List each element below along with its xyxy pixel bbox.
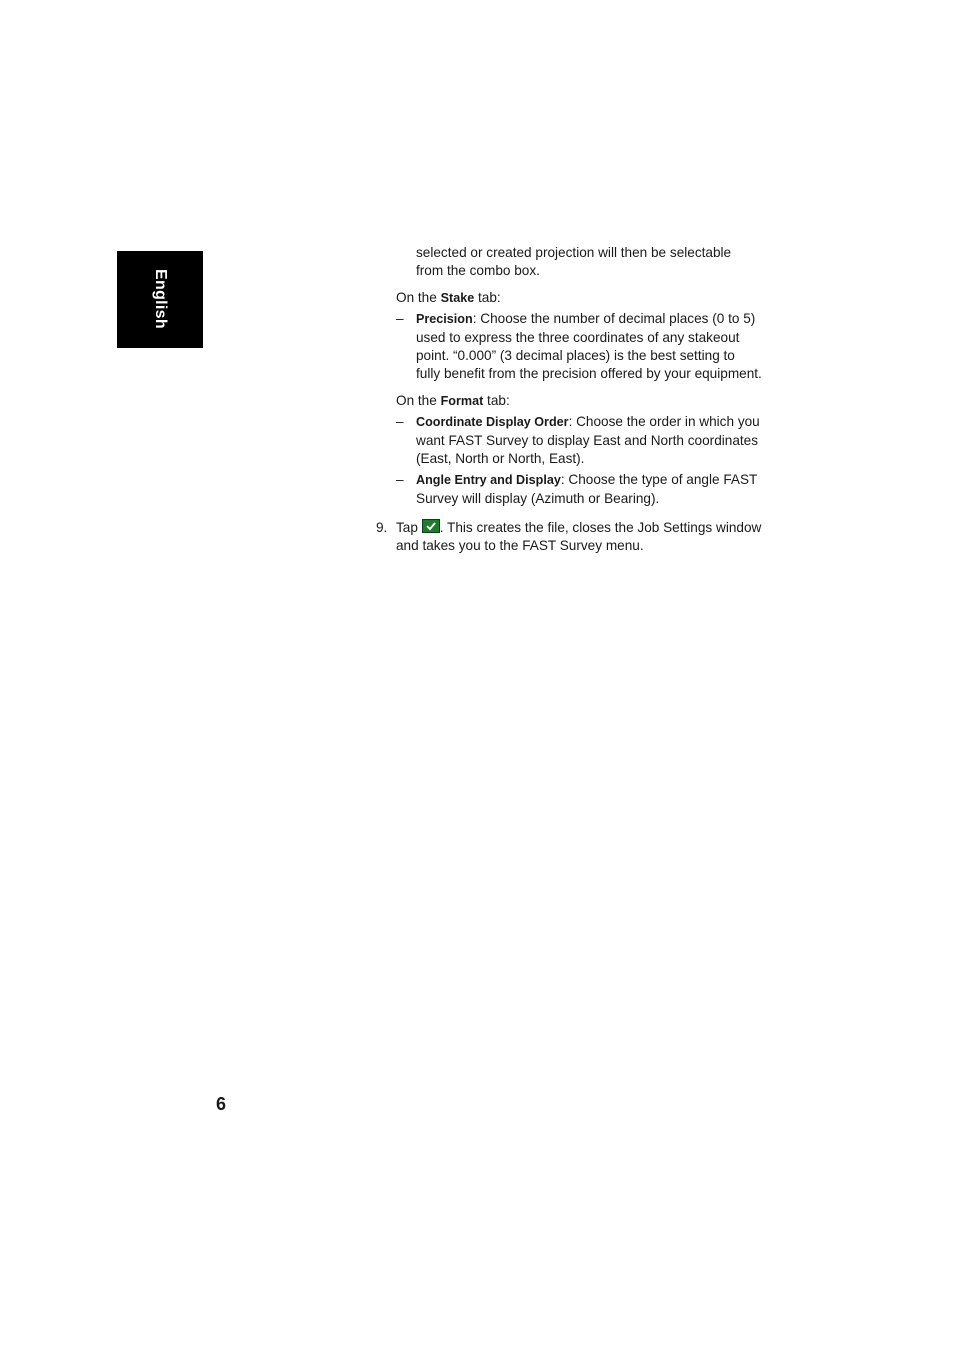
list-item-precision: – Precision: Choose the number of decimal places (0 to 5) used to express the three coordinates of any stakeout point. “0.000” (3 decimal places) is the best setting to fully benefit from the precision offered by your equipment. — [396, 311, 762, 381]
list-item-angle-entry: – Angle Entry and Display: Choose the type of angle FAST Survey will display (Azimuth or Bearing). — [396, 471, 758, 506]
ok-check-icon — [422, 519, 440, 533]
step-9: 9. Tap . This creates the file, closes the Job Settings window and takes you to the FAST Survey menu. — [376, 520, 762, 554]
step-number: 9. — [376, 520, 388, 536]
main-content — [372, 244, 762, 555]
term-coordinate-display-order: Coordinate Display Order — [416, 415, 569, 430]
page-number: 6 — [216, 1094, 227, 1114]
term-angle-entry-and-display: Angle Entry and Display — [416, 472, 561, 487]
stake-tab-name: Stake — [440, 290, 475, 305]
dash-bullet: – — [396, 414, 404, 430]
language-tab — [117, 251, 203, 348]
list-item-coordinate-display-order: – Coordinate Display Order: Choose the order in which you want FAST Survey to display East and North coordinates (East, North or North, East). — [396, 414, 760, 466]
language-tab-label: English — [152, 269, 169, 329]
dash-bullet: – — [396, 311, 404, 327]
intro-continuation: selected or created projection will then be selectable from the combo box. — [416, 245, 732, 278]
stake-tab-heading: On the Stake tab: — [396, 289, 501, 305]
dash-bullet: – — [396, 471, 404, 487]
term-precision: Precision — [416, 312, 473, 327]
format-tab-heading: On the Format tab: — [396, 392, 510, 408]
format-tab-name: Format — [440, 393, 484, 408]
